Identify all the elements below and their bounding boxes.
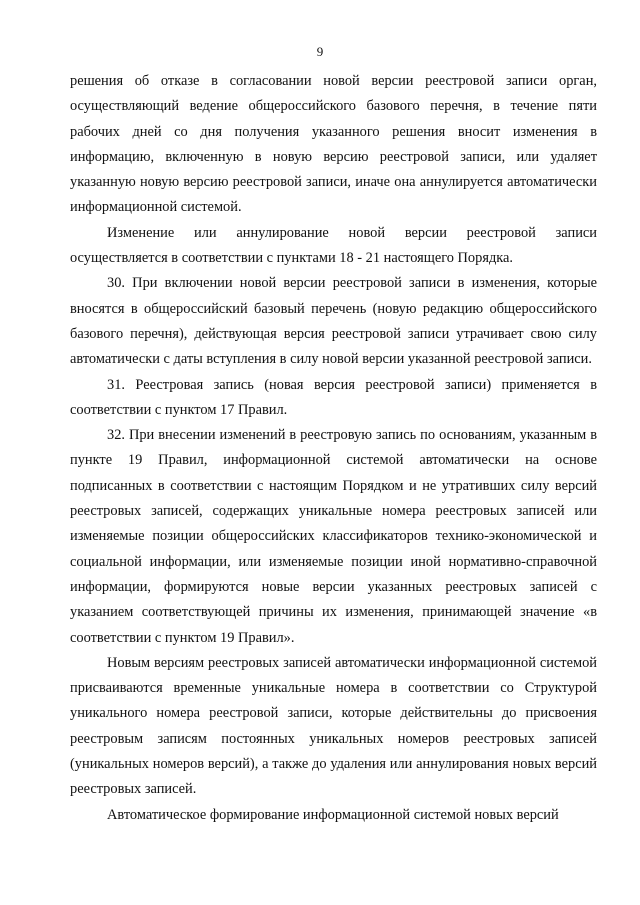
paragraph-item-31: 31. Реестровая запись (новая версия реестровой записи) применяется в соответствии с пунктом 17 Правил. (70, 376, 597, 418)
paragraph-item-30: 30. При включении новой версии реестровой записи в изменения, которые вносятся в общероссийский базовый перечень (новую редакцию общероссийского базового перечня), действующая версия реестровой записи утрачивает свою силу автоматически с даты вступления в силу новой версии указанной реестровой записи. (70, 275, 597, 368)
paragraph-item-32: 32. При внесении изменений в реестровую запись по основаниям, указанным в пункте 19 Правил, информационной системой автоматически на основе подписанных в соответствии с настоящим Порядком и не утративших силу версий реестровых записей, содержащих уникальные номера реестровых записей или изменяемые позиции общероссийских классификаторов технико-экономической и социальной информации, или изменяемые позиции иной нормативно-справочной информации, формируются новые версии указанных реестровых записей с указанием соответствующей причины их изменения, принимающей значение «в соответствии с пунктом 19 Правил». (70, 427, 597, 646)
paragraph-automatic-formation: Автоматическое формирование информационной системой новых версий (107, 806, 559, 823)
document-body (70, 69, 597, 828)
page-number: 9 (316, 44, 324, 59)
paragraph-new-versions: Новым версиям реестровых записей автоматически информационной системой присваиваются временные уникальные номера в соответствии со Структурой уникального номера реестровой записи, которые действительны до присвоения реестровым записям постоянных уникальных номеров реестровых записей (уникальных номеров версий), а также до удаления или аннулирования новых версий реестровых записей. (70, 654, 597, 798)
paragraph-change-or-annul: Изменение или аннулирование новой версии реестровой записи осуществляется в соответствии с пунктами 18 - 21 настоящего Порядка. (70, 224, 597, 267)
paragraph-continuation: решения об отказе в согласовании новой версии реестровой записи орган, осуществляющий ведение общероссийского базового перечня, в течение пяти рабочих дней со дня получения указанного решения вносит изменения в информацию, включенную в новую версию реестровой записи, или удаляет указанную новую версию реестровой записи, иначе она аннулируется автоматически информационной системой. (70, 73, 597, 216)
